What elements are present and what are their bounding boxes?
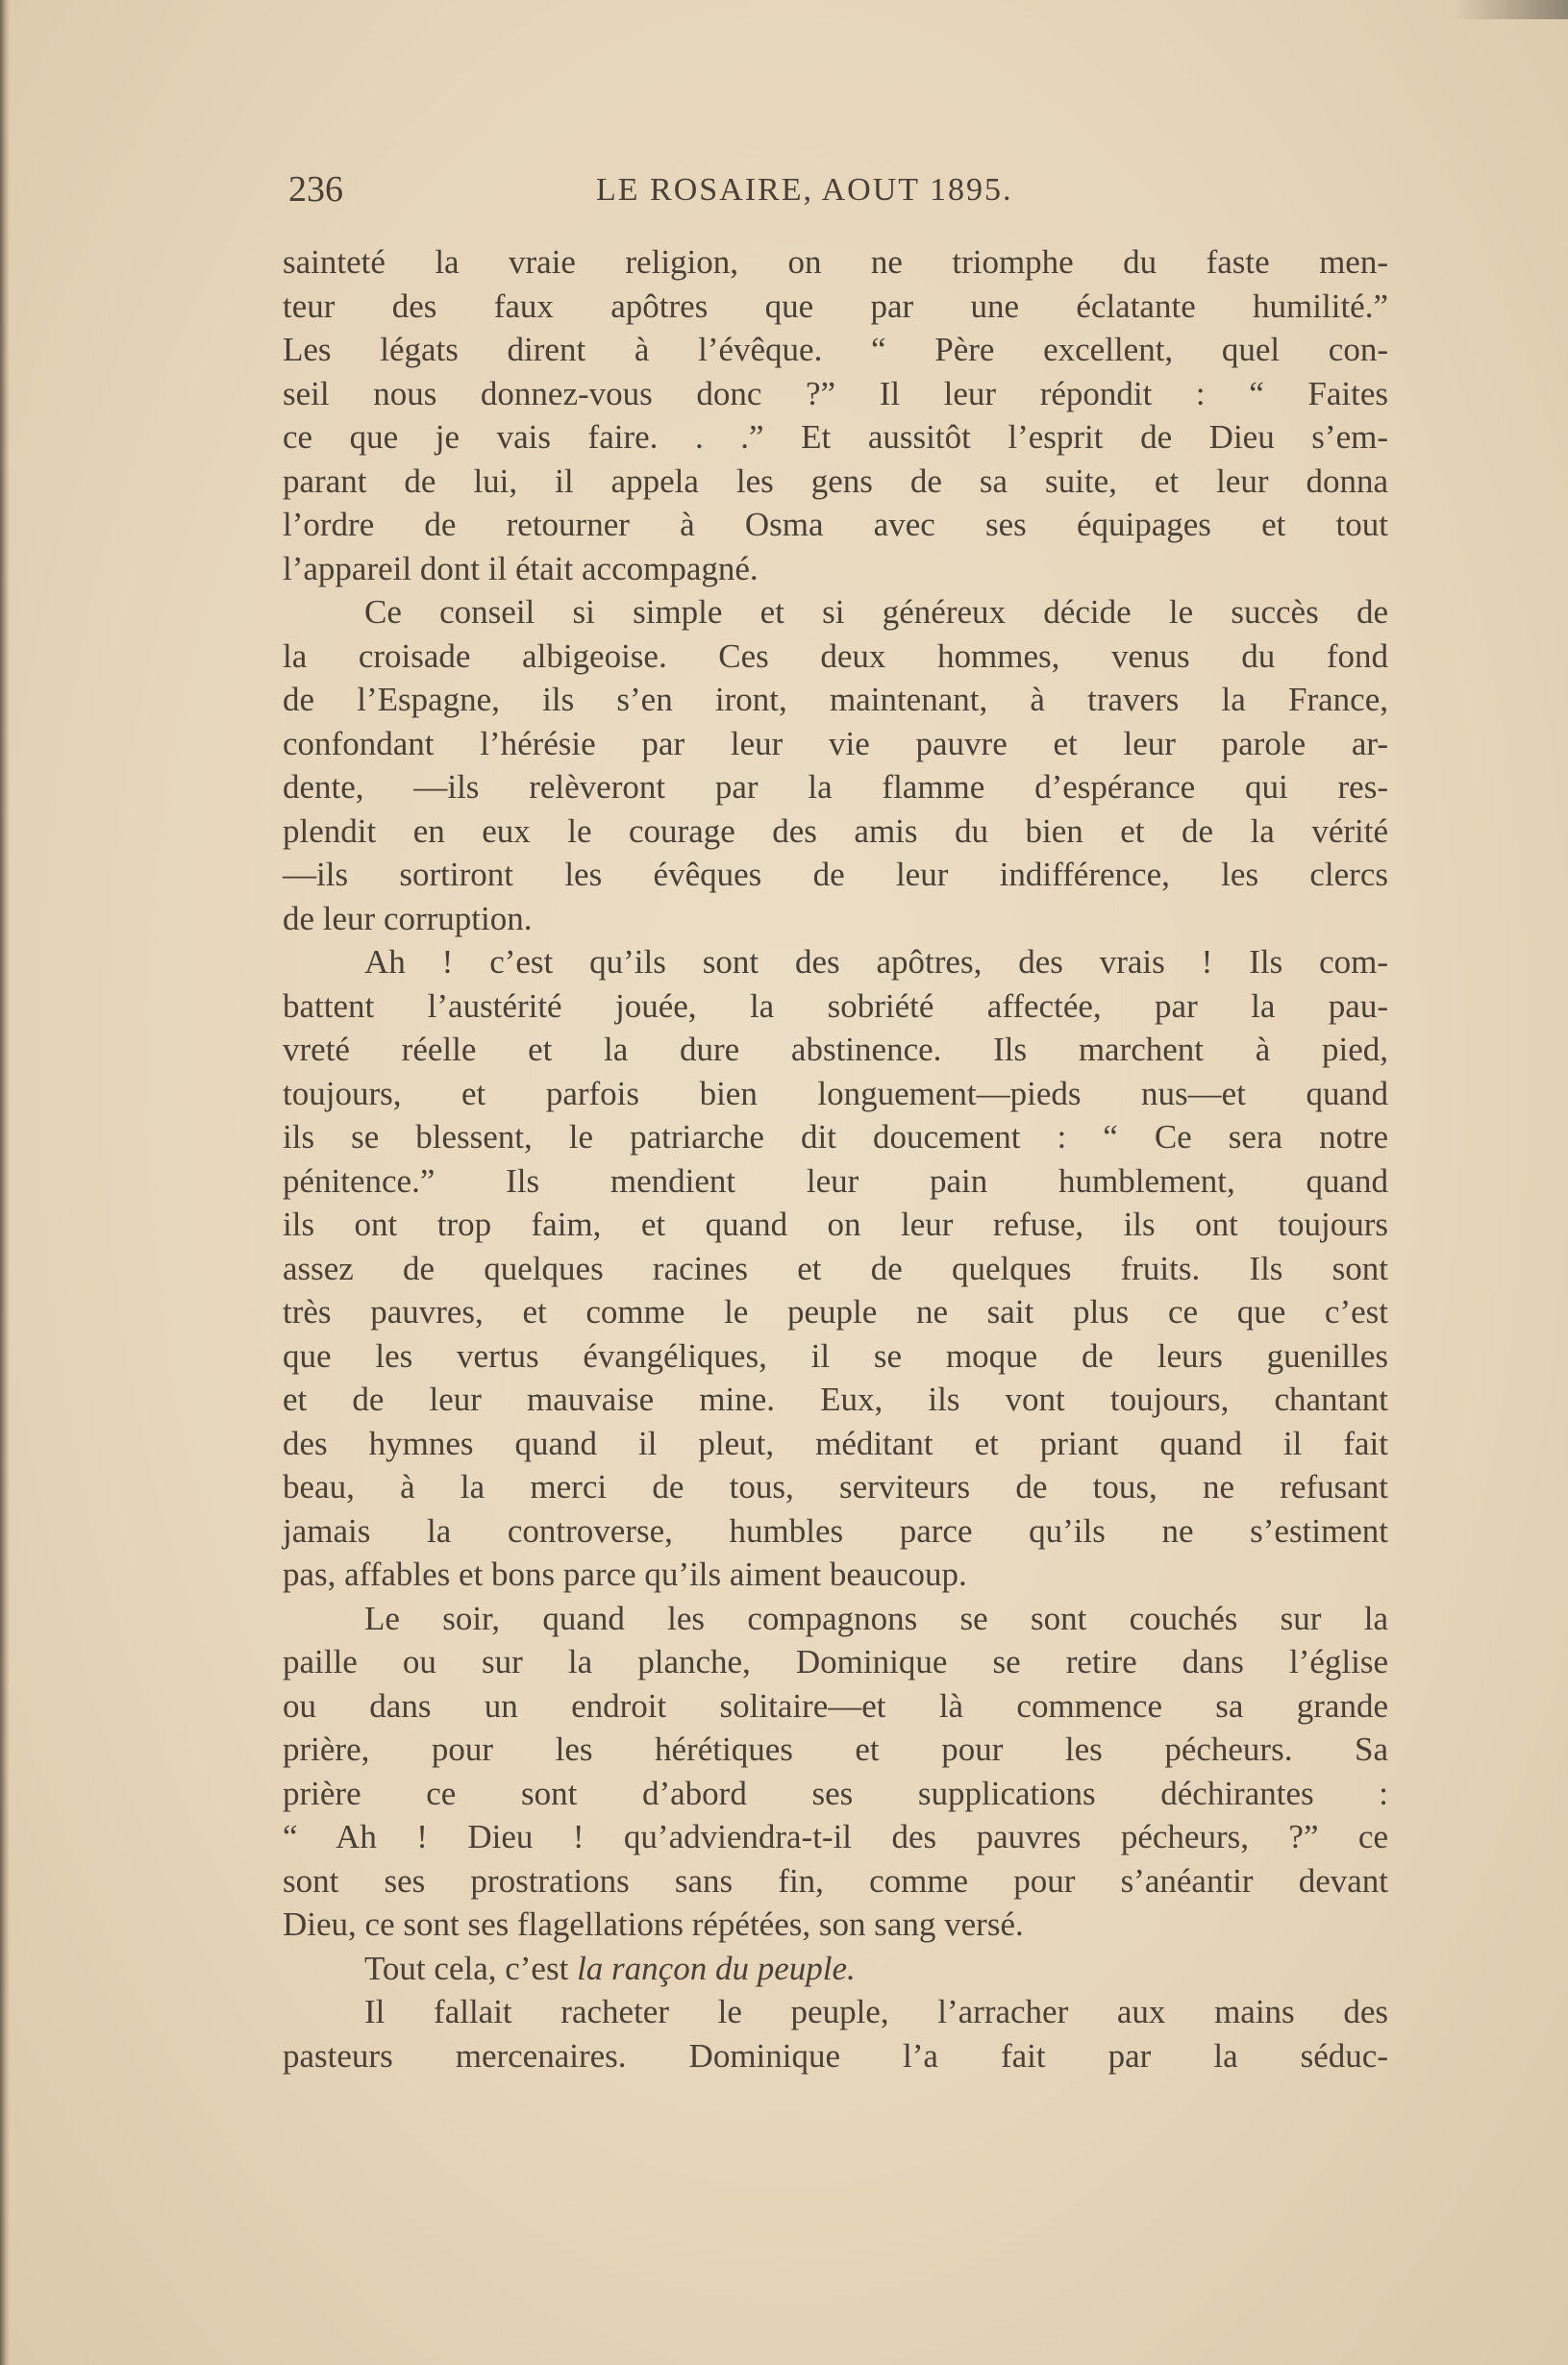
line-text: de l’Espagne, ils s’en iront, maintenant, à travers la France,: [283, 681, 1388, 718]
line-text: Ah ! c’est qu’ils sont des apôtres, des vrais ! Ils com-: [364, 943, 1388, 981]
line-text: Les légats dirent à l’évêque. “ Père excellent, quel con-: [283, 331, 1388, 368]
text-line: [283, 1422, 1388, 1466]
text-line: [283, 1990, 1388, 2034]
text-line: [283, 635, 1388, 679]
line-text: dente, —ils relèveront par la flamme d’espérance qui res-: [283, 768, 1388, 806]
line-text: confondant l’hérésie par leur vie pauvre et leur parole ar-: [283, 724, 1388, 762]
line-text: vreté réelle et la dure abstinence. Ils marchent à pied,: [283, 1031, 1388, 1068]
text-line: [283, 1947, 1388, 1991]
line-text: Tout cela, c’est: [364, 1949, 578, 1987]
text-line: [283, 1815, 1388, 1859]
text-line: [283, 415, 1388, 460]
text-line: [283, 590, 1388, 635]
text-line: [283, 809, 1388, 854]
line-text: sont ses prostrations sans fin, comme pour s’anéantir devant: [283, 1861, 1388, 1900]
line-text: de leur corruption.: [283, 899, 533, 937]
line-text: —ils sortiront les évêques de leur indifférence, les clercs: [283, 856, 1388, 893]
line-text: l’appareil dont il était accompagné.: [283, 549, 759, 587]
line-text: ce que je vais faire. . .” Et aussitôt l’esprit de Dieu s’em-: [283, 418, 1388, 456]
text-line: [283, 372, 1388, 416]
text-line: [283, 1378, 1388, 1422]
line-text: parant de lui, il appela les gens de sa suite, et leur donna: [283, 461, 1388, 500]
text-line: [283, 1859, 1388, 1904]
line-text: très pauvres, et comme le peuple ne sait plus ce que c’est: [283, 1293, 1388, 1331]
text-line: [283, 722, 1388, 766]
text-line: [283, 503, 1388, 547]
line-text: prière ce sont d’abord ses supplications déchirantes :: [283, 1774, 1388, 1812]
line-text: Dieu, ce sont ses flagellations répétées, son sang versé.: [283, 1905, 1024, 1943]
text-line: [283, 460, 1388, 504]
line-text: prière, pour les hérétiques et pour les pécheurs. Sa: [283, 1730, 1388, 1768]
line-text: Il fallait racheter le peuple, l’arracher aux mains des: [364, 1993, 1388, 2030]
text-line: [283, 1115, 1388, 1159]
text-line: [283, 897, 1388, 941]
text-line: [283, 1903, 1388, 1947]
line-text: assez de quelques racines et de quelques fruits. Ils sont: [283, 1249, 1388, 1287]
italic-phrase: la rançon du peuple.: [577, 1949, 856, 1987]
line-text: sainteté la vraie religion, on ne triomphe du faste men-: [283, 243, 1388, 281]
text-line: [283, 1334, 1388, 1379]
line-text: Le soir, quand les compagnons se sont couchés sur la: [364, 1599, 1388, 1637]
text-line: [283, 547, 1388, 591]
running-title: LE ROSAIRE, AOUT 1895.: [596, 172, 1013, 208]
line-text: paille ou sur la planche, Dominique se retire dans l’église: [283, 1643, 1388, 1680]
text-line: [283, 285, 1388, 329]
line-text: teur des faux apôtres que par une éclatante humilité.”: [283, 286, 1388, 325]
line-text: jamais la controverse, humbles parce qu’ils ne s’estiment: [283, 1511, 1388, 1550]
line-text: battent l’austérité jouée, la sobriété affectée, par la pau-: [283, 986, 1388, 1025]
line-text: ils se blessent, le patriarche dit doucement : “ Ce sera notre: [283, 1118, 1388, 1156]
text-line: [283, 1072, 1388, 1116]
text-line: [283, 1028, 1388, 1072]
text-line: [283, 853, 1388, 897]
text-line: [283, 328, 1388, 372]
text-line: [283, 1597, 1388, 1641]
line-text: et de leur mauvaise mine. Eux, ils vont toujours, chantant: [283, 1381, 1388, 1418]
line-text: des hymnes quand il pleut, méditant et priant quand il fait: [283, 1424, 1388, 1462]
line-text: ou dans un endroit solitaire—et là commence sa grande: [283, 1686, 1388, 1725]
page-binding-shadow: [0, 0, 10, 2365]
page-number: 236: [288, 169, 343, 210]
text-line: [283, 1247, 1388, 1291]
body-text: [283, 240, 1388, 2078]
line-text: ils ont trop faim, et quand on leur refuse, ils ont toujours: [283, 1206, 1388, 1243]
line-text: que les vertus évangéliques, il se moque de leurs guenilles: [283, 1336, 1388, 1375]
text-line: [283, 1728, 1388, 1772]
text-line: [283, 1553, 1388, 1597]
text-line: [283, 240, 1388, 285]
line-text: Ce conseil si simple et si généreux décide le succès de: [364, 593, 1388, 631]
line-text: la croisade albigeoise. Ces deux hommes, venus du fond: [283, 636, 1388, 675]
text-line: [283, 765, 1388, 809]
running-header: [288, 168, 1384, 226]
text-line: [283, 2034, 1388, 2079]
text-line: [283, 1290, 1388, 1334]
line-text: pénitence.” Ils mendient leur pain humblement, quand: [283, 1161, 1388, 1200]
text-line: [283, 1509, 1388, 1554]
line-text: “ Ah ! Dieu ! qu’adviendra-t-il des pauvres pécheurs, ?” ce: [283, 1818, 1388, 1855]
text-line: [283, 984, 1388, 1029]
line-text: toujours, et parfois bien longuement—pieds nus—et quand: [283, 1074, 1388, 1112]
line-text: seil nous donnez-vous donc ?” Il leur répondit : “ Faites: [283, 374, 1388, 412]
text-line: [283, 678, 1388, 722]
line-text: beau, à la merci de tous, serviteurs de tous, ne refusant: [283, 1468, 1388, 1506]
page-corner-shadow: [1453, 0, 1568, 19]
text-line: [283, 1640, 1388, 1684]
text-line: [283, 1465, 1388, 1509]
line-text: l’ordre de retourner à Osma avec ses équipages et tout: [283, 506, 1388, 543]
text-line: [283, 1772, 1388, 1816]
line-text: pas, affables et bons parce qu’ils aiment beaucoup.: [283, 1556, 967, 1593]
text-line: [283, 1159, 1388, 1204]
line-text: plendit en eux le courage des amis du bien et de la vérité: [283, 811, 1388, 850]
line-text: pasteurs mercenaires. Dominique l’a fait par la séduc-: [283, 2036, 1388, 2075]
text-line: [283, 940, 1388, 984]
text-line: [283, 1203, 1388, 1247]
text-line: [283, 1684, 1388, 1729]
